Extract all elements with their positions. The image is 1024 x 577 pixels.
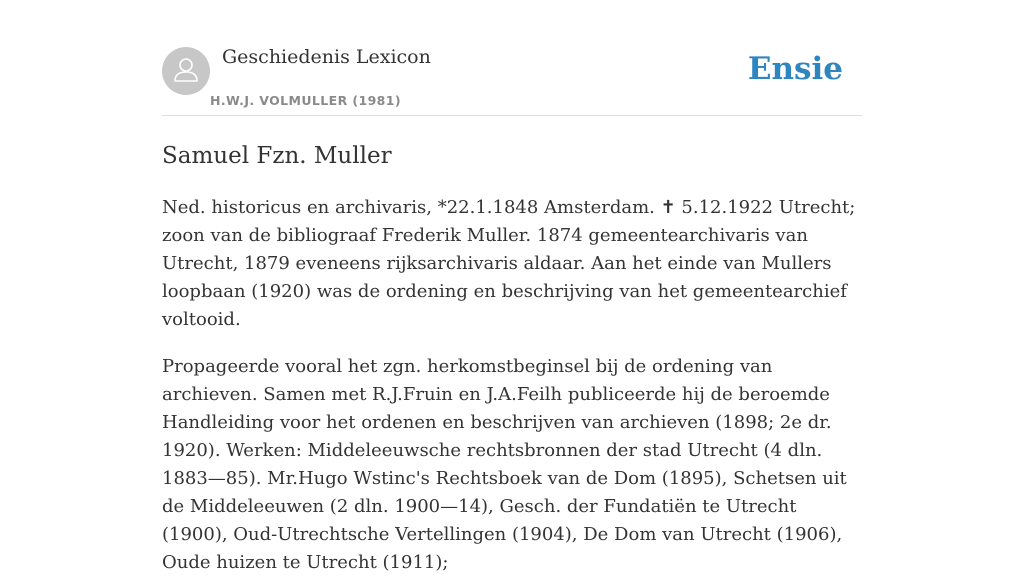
article-page xyxy=(162,0,862,577)
article-header xyxy=(162,0,862,116)
article-paragraph: Ned. historicus en archivaris, *22.1.1848 Amsterdam. ✝ 5.12.1922 Utrecht; zoon van de bibliograaf Frederik Muller. 1874 gemeentearchivaris van Utrecht, 1879 eveneens rijksarchivaris aldaar. Aan het einde van Mullers loopbaan (1920) was de ordening en beschrijving van het gemeentearchief voltooid. xyxy=(162,197,856,330)
article-paragraph: Propageerde vooral het zgn. herkomstbeginsel bij de ordening van archieven. Samen met R.J.Fruin en J.A.Feilh publiceerde hij de beroemde Handleiding voor het ordenen en beschrijven van archieven (1898; 2e dr. 1920). Werken: Middeleeuwsche rechtsbronnen der stad Utrecht (4 dln. 1883—85). Mr.Hugo Wstinc's Rechtsboek van de Dom (1895), Schetsen uit de Middeleeuwen (2 dln. 1900—14), Gesch. der Fundatiën te Utrecht (1900), Oud-Utrechtsche Vertellingen (1904), De Dom van Utrecht (1906), Oude huizen te Utrecht (1911); xyxy=(162,356,847,573)
author-avatar[interactable] xyxy=(162,47,210,95)
brand-logo[interactable]: Ensie xyxy=(747,51,843,87)
source-author: H.W.J. VOLMULLER (1981) xyxy=(210,93,401,108)
source-title-link[interactable]: Geschiedenis Lexicon xyxy=(222,46,431,68)
article-body xyxy=(162,194,862,577)
article-title: Samuel Fzn. Muller xyxy=(162,143,392,169)
user-icon xyxy=(171,54,201,88)
